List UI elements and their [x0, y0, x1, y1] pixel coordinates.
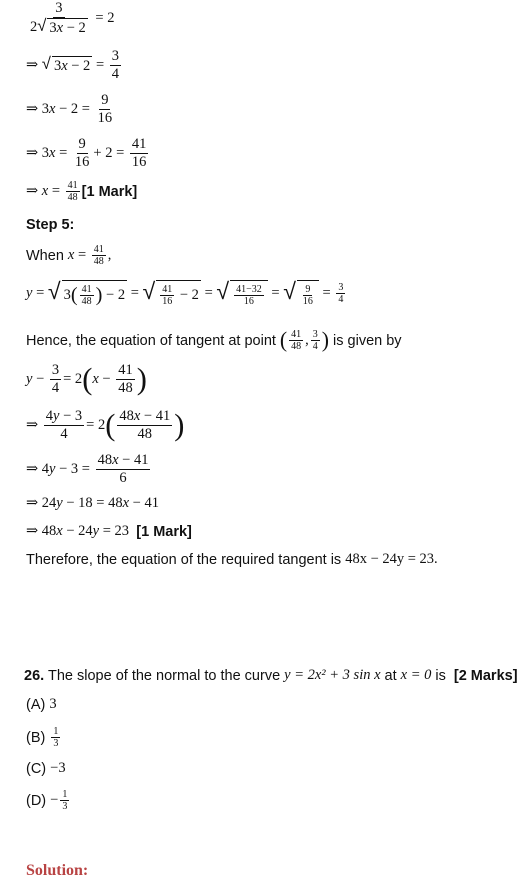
equation-line-5: ⇒ x = $\frac{41}{48}$ [1 Mark]	[26, 180, 138, 203]
option-a: (A) 3	[26, 696, 57, 713]
mark-label: [1 Mark]	[136, 523, 192, 540]
equation-line-1: 3 2 √ 3 x − 2 = 2	[30, 0, 115, 36]
final-equation: 48x − 24y = 23.	[345, 551, 438, 567]
tangent-eq-4: ⇒ 24 y − 18 = 48 x − 41	[26, 495, 159, 511]
equation-line-3: ⇒ 3 x − 2 = $\frac{9}{16}$	[26, 92, 113, 126]
tangent-eq-1: y − $\frac{3}{4}$ = 2 ( x − $\frac{41}{48}$ )	[26, 361, 147, 396]
tangent-eq-5: ⇒ 48 x − 24 y = 23 [1 Mark]	[26, 523, 192, 540]
question-26: 26. The slope of the normal to the curve y = 2x² + 3 sin x at x = 0 is [2 Marks]	[24, 667, 518, 684]
therefore-line: Therefore, the equation of the required tangent is 48x − 24y = 23.	[26, 551, 438, 568]
solution-label: Solution:	[26, 862, 89, 879]
y-value-line: y = √ 3 ( $\frac{41}{48}$ ) − 2 = √ $\frac{41}{16}$ − 2 = √ $\frac{41-32}{16}$ = √ $\frac{9}{16}$ = $\frac{3}{4}$	[26, 278, 344, 307]
when-line: When x = $\frac{41}{48}$ ,	[26, 244, 112, 267]
tangent-eq-3: ⇒ 4 y − 3 = $\frac{48x - 41}{6}$	[26, 452, 149, 486]
tangent-eq-2: ⇒ $\frac{4y - 3}{4}$ = 2 ( $\frac{48x - 41}{48}$ )	[26, 407, 185, 442]
hence-line: Hence, the equation of tangent at point ( $\frac{41}{48}$ , $\frac{3}{4}$ ) is given by	[26, 328, 402, 352]
equation-line-4: ⇒ 3 x = $\frac{9}{16}$ + 2 = $\frac{41}{16}$	[26, 136, 147, 170]
step-title: Step 5:	[26, 217, 75, 233]
curve-equation: y = 2x² + 3 sin x	[284, 667, 381, 683]
option-b: (B) $\frac{1}{3}$	[26, 726, 59, 749]
option-c: (C) −3	[26, 760, 66, 777]
option-d: (D) − $\frac{1}{3}$	[26, 789, 68, 812]
question-text: The slope of the normal to the curve	[48, 667, 281, 684]
equation-line-2: ⇒ √ 3 x − 2 = $\frac{3}{4}$	[26, 48, 119, 82]
question-number: 26.	[24, 667, 45, 684]
mark-label: [1 Mark]	[81, 183, 138, 200]
question-marks: [2 Marks]	[453, 667, 518, 684]
